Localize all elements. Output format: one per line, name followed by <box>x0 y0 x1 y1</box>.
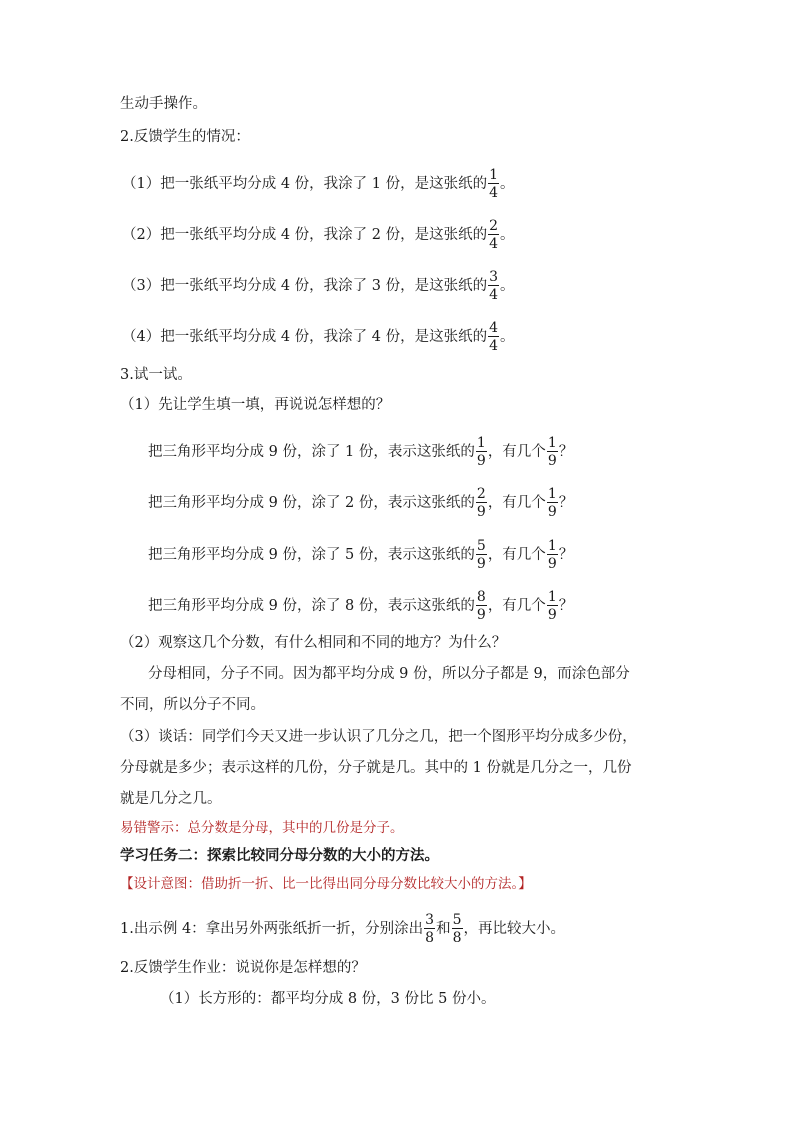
numerator: 2 <box>476 486 486 502</box>
denominator: 8 <box>452 930 462 946</box>
numerator: 1 <box>547 435 557 451</box>
feedback-line-3 <box>122 270 515 302</box>
triangle-text: 把三角形平均分成 9 份，涂了 1 份，表示这张纸的 <box>148 444 475 460</box>
fraction <box>476 487 487 519</box>
numerator: 5 <box>476 538 486 554</box>
question-1: （1）先让学生填一填，再说说怎样想的？ <box>120 397 391 413</box>
denominator: 4 <box>489 338 499 354</box>
denominator: 9 <box>476 453 486 469</box>
triangle-line-1 <box>148 436 573 468</box>
denominator: 4 <box>489 287 499 303</box>
numerator: 4 <box>489 320 499 336</box>
question-3-line-2: 分母就是多少；表示这样的几份，分子就是几。其中的 1 份就是几分之一，几份 <box>120 760 632 776</box>
example-end: ，再比较大小。 <box>463 921 566 937</box>
numerator: 1 <box>476 435 486 451</box>
feedback-end: 。 <box>500 176 515 192</box>
feedback-line-4 <box>122 321 515 353</box>
fraction <box>424 913 435 945</box>
triangle-mid: ，有几个 <box>487 444 546 460</box>
fraction <box>488 219 499 251</box>
denominator: 8 <box>425 930 435 946</box>
triangle-mid: ，有几个 <box>487 495 546 511</box>
error-warning: 易错警示：总分数是分母，其中的几份是分子。 <box>120 820 404 836</box>
fraction <box>488 168 499 200</box>
task-2-heading: 学习任务二：探索比较同分母分数的大小的方法。 <box>120 847 439 864</box>
denominator: 9 <box>476 607 486 623</box>
numerator: 3 <box>489 269 499 285</box>
section-2-heading: 2.反馈学生的情况： <box>120 129 250 145</box>
section-3-heading: 3.试一试。 <box>120 367 192 383</box>
denominator: 9 <box>547 607 557 623</box>
answer-2-line-1: 分母相同，分子不同。因为都平均分成 9 份，所以分子都是 9，而涂色部分 <box>148 666 630 682</box>
feedback-line-2 <box>122 219 515 251</box>
denominator: 4 <box>489 236 499 252</box>
fraction <box>547 539 558 571</box>
fraction <box>547 590 558 622</box>
denominator: 4 <box>489 185 499 201</box>
question-3-line-1: （3）谈话：同学们今天又进一步认识了几分之几，把一个图形平均分成多少份， <box>120 729 637 745</box>
triangle-mid: ，有几个 <box>487 598 546 614</box>
numerator: 1 <box>547 538 557 554</box>
numerator: 1 <box>489 167 499 183</box>
numerator: 2 <box>489 218 499 234</box>
denominator: 9 <box>476 556 486 572</box>
feedback-line-1 <box>122 168 515 200</box>
triangle-text: 把三角形平均分成 9 份，涂了 2 份，表示这张纸的 <box>148 495 475 511</box>
feedback-text: （4）把一张纸平均分成 4 份，我涂了 4 份，是这张纸的 <box>122 329 488 345</box>
example-and: 和 <box>436 921 451 937</box>
numerator: 8 <box>476 589 486 605</box>
numerator: 5 <box>452 912 462 928</box>
denominator: 9 <box>547 504 557 520</box>
fraction <box>547 487 558 519</box>
triangle-end: ？ <box>558 598 574 614</box>
feedback-end: 。 <box>500 227 515 243</box>
feedback-text: （3）把一张纸平均分成 4 份，我涂了 3 份，是这张纸的 <box>122 278 488 294</box>
answer-2-line-2: 不同，所以分子不同。 <box>120 697 265 713</box>
denominator: 9 <box>476 504 486 520</box>
numerator: 1 <box>547 486 557 502</box>
fraction <box>452 913 463 945</box>
triangle-text: 把三角形平均分成 9 份，涂了 5 份，表示这张纸的 <box>148 547 475 563</box>
triangle-line-3 <box>148 539 573 571</box>
feedback-text: （1）把一张纸平均分成 4 份，我涂了 1 份，是这张纸的 <box>122 176 488 192</box>
design-intent: 【设计意图：借助折一折、比一比得出同分母分数比较大小的方法。】 <box>120 876 532 892</box>
denominator: 9 <box>547 556 557 572</box>
fraction <box>547 436 558 468</box>
question-3-line-3: 就是几分之几。 <box>120 791 222 807</box>
example-text: 1.出示例 4：拿出另外两张纸折一折，分别涂出 <box>120 921 424 937</box>
triangle-end: ？ <box>558 495 574 511</box>
question-2: （2）观察这几个分数，有什么相同和不同的地方？为什么？ <box>120 635 507 651</box>
triangle-text: 把三角形平均分成 9 份，涂了 8 份，表示这张纸的 <box>148 598 475 614</box>
feedback-text: （2）把一张纸平均分成 4 份，我涂了 2 份，是这张纸的 <box>122 227 488 243</box>
triangle-line-4 <box>148 590 573 622</box>
fraction <box>476 590 487 622</box>
triangle-line-2 <box>148 487 573 519</box>
fraction <box>488 321 499 353</box>
triangle-end: ？ <box>558 547 574 563</box>
fraction <box>476 436 487 468</box>
section-2b-item-1: （1）长方形的：都平均分成 8 份，3 份比 5 份小。 <box>160 991 496 1007</box>
numerator: 1 <box>547 589 557 605</box>
fraction <box>488 270 499 302</box>
triangle-end: ？ <box>558 444 574 460</box>
feedback-end: 。 <box>500 329 515 345</box>
feedback-end: 。 <box>500 278 515 294</box>
paragraph-continuation: 生动手操作。 <box>120 96 207 112</box>
section-2b-heading: 2.反馈学生作业：说说你是怎样想的？ <box>120 960 366 976</box>
triangle-mid: ，有几个 <box>487 547 546 563</box>
denominator: 9 <box>547 453 557 469</box>
numerator: 3 <box>425 912 435 928</box>
example-4 <box>120 913 565 945</box>
fraction <box>476 539 487 571</box>
